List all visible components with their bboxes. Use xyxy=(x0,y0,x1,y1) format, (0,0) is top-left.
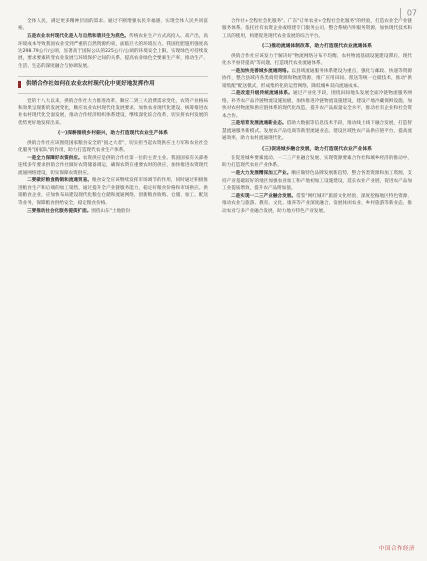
left-column xyxy=(18,18,208,215)
paragraph xyxy=(18,98,208,128)
subsection-heading: (二)推动流通体制改革，助力打造现代农业流通体系 xyxy=(262,44,372,50)
paragraph-text: 借助大数据等信息技术手段，推动线上线下融合发展，打造智慧流通服务新模式。发展农产品电商等新型流通业态，建设区域性农产品供应链平台，提高流通效率，助力农村流通现代化。 xyxy=(222,121,412,142)
paragraph xyxy=(18,18,208,33)
paragraph-text: 农资供应是供销合作社第一位的主责主业。我国国家有关部委连续多年要求供销合作社做好农资储备调运，确保农资在重要农时的供应，加快推进农资现代流通网络建设，切实保障农资供应。 xyxy=(18,155,208,176)
paragraph-text: 供销合作社应该围绕国家粮食安全的"国之大者"，切实担当起农资供应主力军和农业社会化服务"国家队"的作用，助力打造现代农业生产体系。 xyxy=(18,140,208,154)
paragraph xyxy=(222,18,412,40)
page-number: 07 xyxy=(400,8,417,18)
paragraph-text: 以县域流通服务体系建设为重点，强化与邮政、快递等资源协作，整合县域内各类商贸资源和物流资源，推广应用田间、派送等统一仓储技术，推动"供销集配"配送模式，形成集约化的运营网络，降低城乡双向流通成本。 xyxy=(222,68,412,89)
paragraph-lead: 三要推动社会化服务提质扩面。 xyxy=(27,208,92,214)
paragraph xyxy=(222,90,412,120)
paragraph xyxy=(222,68,412,90)
paragraph xyxy=(222,53,412,68)
right-column xyxy=(222,18,412,216)
paragraph xyxy=(18,208,208,215)
paragraph xyxy=(18,177,208,207)
paragraph-lead: 二要做好粮食购销和流通贸易。 xyxy=(27,178,92,184)
paragraph xyxy=(222,155,412,170)
paragraph xyxy=(18,155,208,177)
paragraph-lead: 二是改造升级传统流通体系。 xyxy=(231,91,293,97)
paragraph-text: 供销合作社应该发力于解决好"物流网络分布不均衡、农村物流基础设施建设滞后、现代化水平亟待提高"等问题，打造现代农业流通体系。 xyxy=(222,53,412,67)
paragraph-text: 在促进城乡要素流动、一二三产业融合发展、实现资源要素合作社和城乡经济的推动中，助力打造现代农业产业体系。 xyxy=(222,156,412,169)
paragraph-text: 粮食安全应该继续发挥市场调节的作用，同时通过积极推进粮食生产和后端的加工销售，通过提升全产业链服务能力，稳定好粮食价格和市场供应。供销粮食企业，应加快布局建设现代化粮仓仓储和流通网络，创新粮食收购、仓储、加工、配送等业务，保障粮食供给安全，稳定粮食价格。 xyxy=(18,178,208,206)
paragraph-lead: 二是实现一二三产业融合发展。 xyxy=(231,193,297,199)
paragraph xyxy=(222,120,412,142)
subsection-heading: (一)深耕围绕乡村振兴，助力打造现代农业生产体系 xyxy=(58,131,168,137)
section-heading: 供销合作社如何在农业农村现代化中更好地发挥作用 xyxy=(18,76,208,93)
paragraph-lead: 一是大力发展精深加工产业。 xyxy=(231,171,292,177)
paragraph-text: 通过产业化手段，围绕田间地头发展全面冷链物流服务网络，补齐农产品冷链物流设施短板，加快推进冷链物流设施建设，建设产地冷藏保鲜设施，加快对农村物流和供应链体系的现代化改造，提升农产品质量安全水平，推动社有企业和社会资本合作。 xyxy=(222,91,412,119)
paragraph-text: 传统农业生产方式高投入、高产出，高环境成本导致我国农业受到严重的自然资源约束，面临巨大的环境压力。我国化肥施用强度高达298.79公斤/公顷，显著高于国际公认的225公斤/公顷的环境安全上限。实现绿色可持续发展，要求要素转变农业发展与环境保护之间的关系，提高农业绿色全要素生产率，推动生产、生活、生态的深度融合与协调发展。 xyxy=(18,34,208,69)
paragraph-lead: 一是加快完善城乡流通网络。 xyxy=(231,68,292,74)
paragraph xyxy=(222,193,412,215)
paragraph xyxy=(222,170,412,192)
paragraph-lead: 五是农业农村现代化是人与自然和谐共生为底色。 xyxy=(27,34,130,40)
paragraph-lead: 一是全力保障好农资供应。 xyxy=(27,155,83,161)
paragraph-text: 全体人民，满足更多精神层面的需求。通过不断增强农民幸福感，实现全体人民共同富裕。 xyxy=(18,19,208,32)
subsection-heading: (三)促进城乡融合发展，助力打造现代农业产业体系 xyxy=(262,146,372,152)
paragraph-text: 围绕山东"土地股份 xyxy=(91,208,131,214)
paragraph-text: 合作社+全程社会化服务"、广东"订单农业+全程社会化服务"的经验，打造农业全产业链服务体系。依托社有农资企业或组建专门服务公司，整合系统内外服务资源，加快现代技术和工具的使用，构建促进现代农业发展的综合平台。 xyxy=(222,19,412,39)
paragraph xyxy=(18,140,208,155)
paragraph xyxy=(18,33,208,70)
paragraph-text: 借鉴"网红城市"旅游文化经验，深度挖掘地区特色资源，推动农业与旅游、教育、文化、康养等产业深度融合，发展休闲农业、乡村旅游等新业态，推动农业与多产业融合发展，助力地方特色产业发展。 xyxy=(222,193,412,214)
paragraph-text: 党的十八大以来，供销合作社大力推进改革，顺应二到三大消费需求变化，农资产业格局和效果呈现新的发展变化，顺应农业农村现代化发展要求，加快农业现代化建设，统筹推进农业农村现代化全面发展，推动合作经济组织体系建设，继续深化综合改革，切实将农村发展的优势更好地发挥出来。 xyxy=(18,98,208,126)
paragraph-lead: 三是培育发展流通新业态。 xyxy=(231,121,287,127)
journal-footer: 中国合作经济 xyxy=(378,546,415,552)
paragraph-text: 顺应做特色品牌发展新趋势，整合各类资源和加工资源，支持产业基础较好的地区加强农业加工和产地初加工设施建设，延长农业产业链，促进农产品加工业提质增效，提升农产品附加值。 xyxy=(222,171,412,192)
